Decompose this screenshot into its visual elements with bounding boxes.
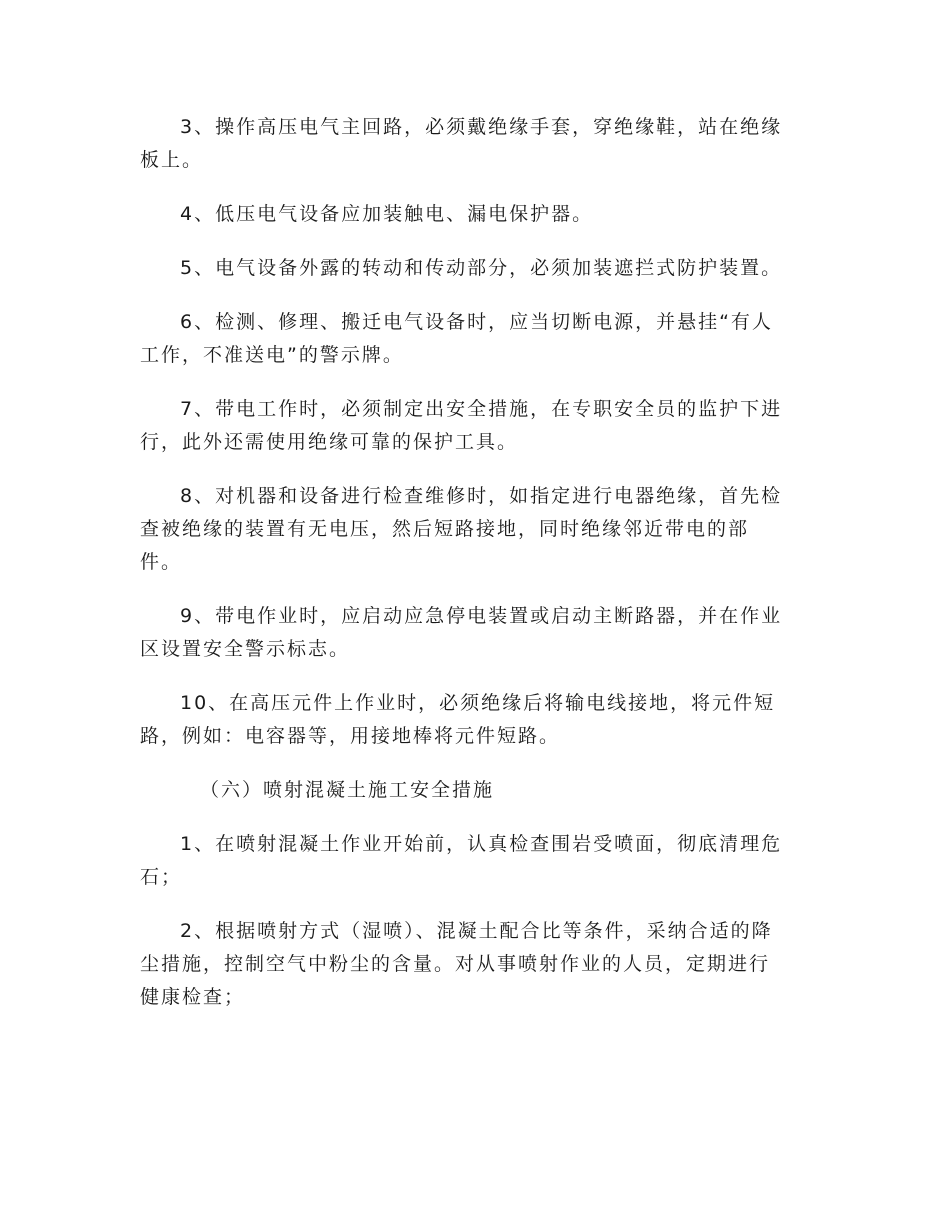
paragraph-line: 板上。	[140, 149, 204, 171]
paragraph-line: 6、检测、修理、搬迁电气设备时，应当切断电源，并悬挂“有人	[180, 311, 773, 333]
paragraph-line: 健康检查；	[140, 986, 246, 1008]
paragraph-line: 8、对机器和设备进行检查维修时，如指定进行电器绝缘，首先检	[180, 485, 783, 507]
paragraph-line: 1、在喷射混凝土作业开始前，认真检查围岩受喷面，彻底清理危	[180, 833, 783, 855]
paragraph-line: 10、在高压元件上作业时，必须绝缘后将输电线接地，将元件短	[180, 692, 776, 714]
paragraph-item-6	[140, 306, 815, 372]
paragraph-line: 石；	[140, 866, 183, 888]
section-heading: （六）喷射混凝土施工安全措施	[200, 779, 495, 801]
paragraph-line: 路，例如：电容器等，用接地棒将元件短路。	[140, 725, 561, 747]
paragraph-line: 区设置安全警示标志。	[140, 638, 351, 660]
section-paragraph-item-1	[140, 828, 815, 894]
paragraph-line: 行，此外还需使用绝缘可靠的保护工具。	[140, 431, 519, 453]
paragraph-item-3	[140, 111, 815, 177]
paragraph-item-5	[140, 252, 815, 285]
paragraph-line: 9、带电作业时，应启动应急停电装置或启动主断路器，并在作业	[180, 605, 783, 627]
paragraph-item-9	[140, 600, 815, 666]
paragraph-line: 查被绝缘的装置有无电压，然后短路接地，同时绝缘邻近带电的部	[140, 518, 750, 540]
paragraph-item-8	[140, 480, 815, 579]
paragraph-line: 尘措施，控制空气中粉尘的含量。对从事喷射作业的人员，定期进行	[140, 953, 771, 975]
paragraph-item-10	[140, 687, 815, 753]
paragraph-line: 2、根据喷射方式（湿喷）、混凝土配合比等条件，采纳合适的降	[180, 920, 773, 942]
document-body	[140, 111, 815, 1035]
paragraph-line: 工作，不准送电”的警示牌。	[140, 344, 404, 366]
paragraph-line: 7、带电工作时，必须制定出安全措施，在专职安全员的监护下进	[180, 398, 783, 420]
paragraph-line: 3、操作高压电气主回路，必须戴绝缘手套，穿绝缘鞋，站在绝缘	[180, 116, 783, 138]
paragraph-item-7	[140, 393, 815, 459]
paragraph-item-4	[140, 198, 815, 231]
paragraph-line: 4、低压电气设备应加装触电、漏电保护器。	[180, 203, 594, 225]
paragraph-line: 件。	[140, 551, 183, 573]
paragraph-line: 5、电气设备外露的转动和传动部分，必须加装遮拦式防护装置。	[180, 257, 783, 279]
section-paragraph-item-2	[140, 915, 815, 1014]
